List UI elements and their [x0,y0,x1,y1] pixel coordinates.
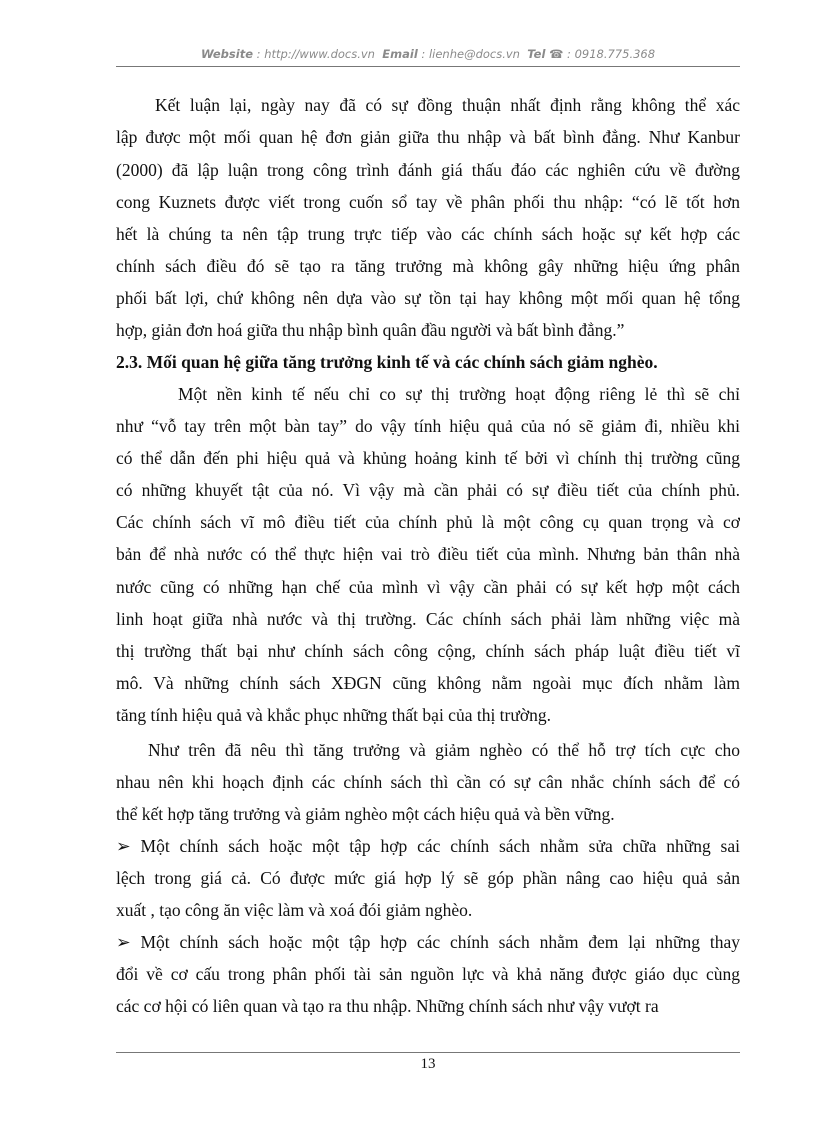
paragraph-line: cong Kuznets được viết trong cuốn sổ tay về phân phối thu nhập: “có lẽ tốt hơn [116,192,740,212]
paragraph-line: linh hoạt giữa nhà nước và thị trường. Các chính sách phải làm những việc mà [116,609,740,629]
paragraph-line: Như trên đã nêu thì tăng trưởng và giảm nghèo có thể hỗ trợ tích cực cho [148,740,740,760]
email-address: : lienhe@docs.vn [421,47,520,61]
paragraph-line: lập được một mối quan hệ đơn giản giữa thu nhập và bất bình đẳng. Như Kanbur [116,127,740,147]
paragraph-line: hết là chúng ta nên tập trung trực tiếp vào các chính sách hoặc sự kết hợp các [116,224,740,244]
website-url: : http://www.docs.vn [256,47,375,61]
paragraph-line: Kết luận lại, ngày nay đã có sự đồng thuận nhất định rằng không thể xác [155,95,740,115]
tel-label: Tel [527,47,546,61]
paragraph-line: nước cũng có những hạn chế của mình vì vậy cần phải có sự kết hợp một cách [116,577,740,597]
paragraph-line: nhau nên khi hoạch định các chính sách thì cần có sự cân nhắc chính sách để có [116,772,740,792]
header-rule [116,66,740,67]
bullet-line: ➢ Một chính sách hoặc một tập hợp các chính sách nhằm sửa chữa những sai [116,836,740,856]
tel-number: ☎ : 0918.775.368 [549,47,656,61]
paragraph-line: tăng tính hiệu quả và khắc phục những thất bại của thị trường. [116,705,551,725]
page-header [116,47,740,61]
bullet-line: ➢ Một chính sách hoặc một tập hợp các chính sách nhằm đem lại những thay [116,932,740,952]
paragraph-line: Các chính sách vĩ mô điều tiết của chính phủ là một công cụ quan trọng và cơ [116,512,740,532]
paragraph-line: bản để nhà nước có thể thực hiện vai trò điều tiết của mình. Nhưng bản thân nhà [116,544,740,564]
footer-rule [116,1052,740,1053]
paragraph-line: Một nền kinh tế nếu chỉ co sự thị trường hoạt động riêng lẻ thì sẽ chỉ [178,384,740,404]
paragraph-line: phối bất lợi, chứ không nên dựa vào sự tồn tại hay không một mối quan hệ tổng [116,288,740,308]
paragraph-line: thể kết hợp tăng trưởng và giảm nghèo một cách hiệu quả và bền vững. [116,804,615,824]
section-heading: 2.3. Mối quan hệ giữa tăng trưởng kinh tế và các chính sách giảm nghèo. [116,352,658,372]
paragraph-line: (2000) đã lập luận trong công trình đánh giá thấu đáo các nghiên cứu về đường [116,160,740,180]
paragraph-line: thị trường thất bại như chính sách công cộng, chính sách pháp luật điều tiết vĩ [116,641,740,661]
paragraph-line: như “vỗ tay trên một bàn tay” do vậy tính hiệu quả của nó sẽ giảm đi, nhiều khi [116,416,740,436]
paragraph-line: chính sách điều đó sẽ tạo ra tăng trưởng mà không gây những hiệu ứng phân [116,256,740,276]
page-number: 13 [420,1056,436,1072]
bullet-line: lệch trong giá cả. Có được mức giá hợp lý sẽ góp phần nâng cao hiệu quả sản [116,868,740,888]
paragraph-line: mô. Và những chính sách XĐGN cũng không nằm ngoài mục đích nhằm làm [116,673,740,693]
bullet-line: xuất , tạo công ăn việc làm và xoá đói giảm nghèo. [116,900,473,920]
bullet-line: các cơ hội có liên quan và tạo ra thu nhập. Những chính sách như vậy vượt ra [116,996,659,1016]
email-label: Email [382,47,418,61]
paragraph-line: có thể dẫn đến phi hiệu quả và khủng hoảng kinh tế bởi vì chính thị trường cũng [116,448,740,468]
bullet-line: đổi về cơ cấu trong phân phối tài sản nguồn lực và khả năng được giáo dục cùng [116,964,740,984]
paragraph-line: hợp, giản đơn hoá giữa thu nhập bình quân đầu người và bất bình đẳng.” [116,320,625,340]
website-label: Website [200,47,254,61]
paragraph-line: có những khuyết tật của nó. Vì vậy mà cần phải có sự điều tiết của chính phủ. [116,480,740,500]
